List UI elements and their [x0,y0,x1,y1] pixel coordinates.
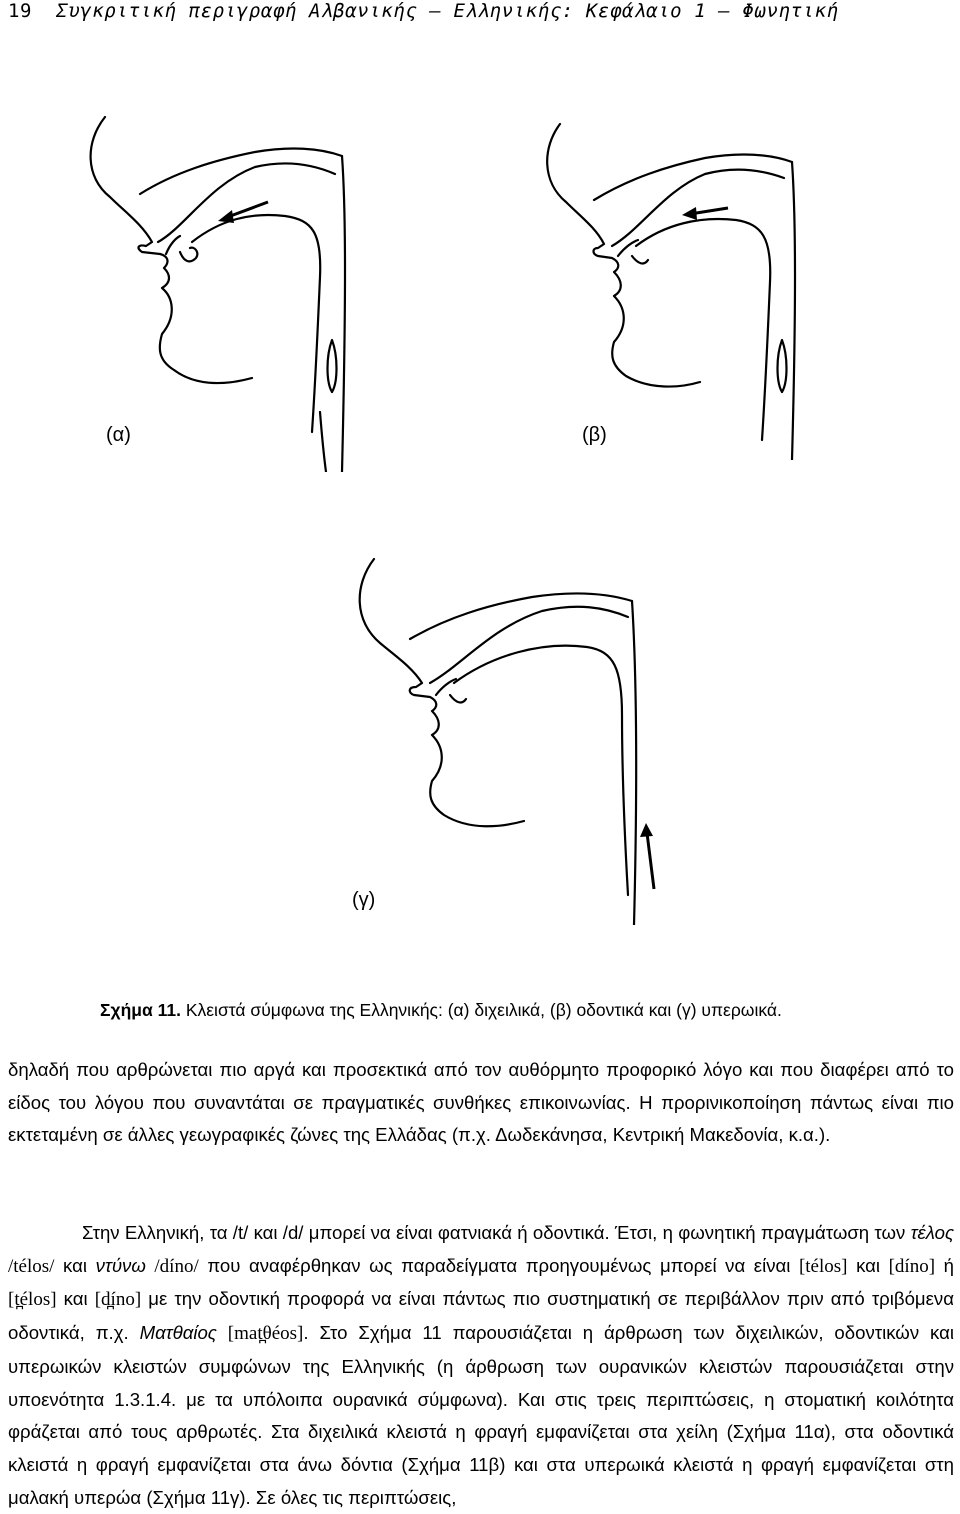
text-run [217,1322,228,1343]
page-header [8,0,839,22]
page-number: 19 [8,0,33,22]
ipa-dino-alveolar: [díno] [888,1255,936,1277]
caption-text: Κλειστά σύμφωνα της Ελληνικής: (α) διχειλικά, (β) οδοντικά και (γ) υπερωικά. [180,1000,782,1020]
text-run: και [847,1254,889,1276]
text-run: μπορεί να είναι φατνιακά ή οδοντικά. Έτσι, η φωνητική πραγμάτωση των [303,1222,911,1243]
paragraph-2 [8,1217,954,1514]
figure-label-b: (β) [582,424,607,446]
sagittal-diagram-bilabial [80,112,370,472]
example-word-matthaios: Ματθαίος [139,1322,217,1344]
text-run: με την οδοντική προφορά να είναι πάντως πιο συστηματική σε περιβάλλον πριν από τριβόμενα οδοντικά, π.χ. [8,1288,954,1344]
example-word-telos: τέλος [910,1222,954,1243]
text-run: που αναφέρθηκαν ως παραδείγματα προηγουμένως μπορεί να είναι [198,1254,799,1276]
caption-prefix: Σχήμα 11. [100,1000,181,1020]
ipa-telos-phonemic: /télos/ [8,1255,55,1277]
paragraph-1: δηλαδή που αρθρώνεται πιο αργά και προσεκτικά από τον αυθόρμητο προφορικό λόγο και που διαφέρει από το είδος του λόγου που συναντάται σε πραγματικές συνθήκες επικοινωνίας. Η προρινικοποίηση πάντως είναι πιο εκτεταμένη σε άλλες γεωγραφικές ζώνες της Ελλάδας (π.χ. Δωδεκάνησα, Κεντρική Μακεδονία, κ.α.). [8,1059,954,1146]
sagittal-diagram-velar [342,555,682,925]
figure-b-dental [540,120,820,460]
text-run: και [56,1288,95,1310]
ipa-matthaios: [mat̪θéos] [227,1323,304,1345]
figure-caption [100,1000,782,1021]
text-run: Στην Ελληνική, τα [82,1222,233,1243]
example-word-ntyno: ντύνω [95,1254,146,1276]
figure-c-velar [342,555,682,925]
sagittal-diagram-dental [540,120,820,460]
text-run: ή [935,1254,954,1276]
text-run: . Στο Σχήμα 11 παρουσιάζεται η άρθρωση των διχειλικών, οδοντικών και υπερωικών κλειστών συμφώνων της Ελληνικής (η άρθρωση των ουρανικών κλειστών παρουσιάζεται στην υποενότητα 1.3.1.4. με τα υπόλοιπα ουρανικά σύμφωνα). Και στις τρεις περιπτώσεις, η στοματική κοιλότητα φράζεται από τους αρθρωτές. Στα διχειλικά κλειστά η φραγή εμφανίζεται στα χείλη (Σχήμα 11α), στα οδοντικά κλειστά η φραγή εμφανίζεται στα άνω δόντια (Σχήμα 11β) και στα υπερωικά κλειστά η φραγή εμφανίζεται στη μαλακή υπερώα (Σχήμα 11γ). Σε όλες τις περιπτώσεις, [8,1322,955,1508]
ipa-telos-dental: [t̪élos] [8,1289,57,1311]
running-title: Συγκριτική περιγραφή Αλβανικής – Ελληνικής: Κεφάλαιο 1 – Φωνητική [56,0,839,22]
text-run: και [54,1254,96,1276]
text-run: και [248,1222,283,1243]
phoneme-d: /d/ [282,1222,304,1243]
figure-a-bilabial [80,112,370,472]
figure-label-a: (α) [106,424,131,446]
figure-label-c: (γ) [352,889,376,911]
ipa-dino-phonemic: /díno/ [154,1255,199,1277]
ipa-telos-alveolar: [télos] [798,1255,848,1277]
ipa-dino-dental: [d̪íno] [94,1289,142,1311]
phoneme-t: /t/ [232,1222,249,1243]
